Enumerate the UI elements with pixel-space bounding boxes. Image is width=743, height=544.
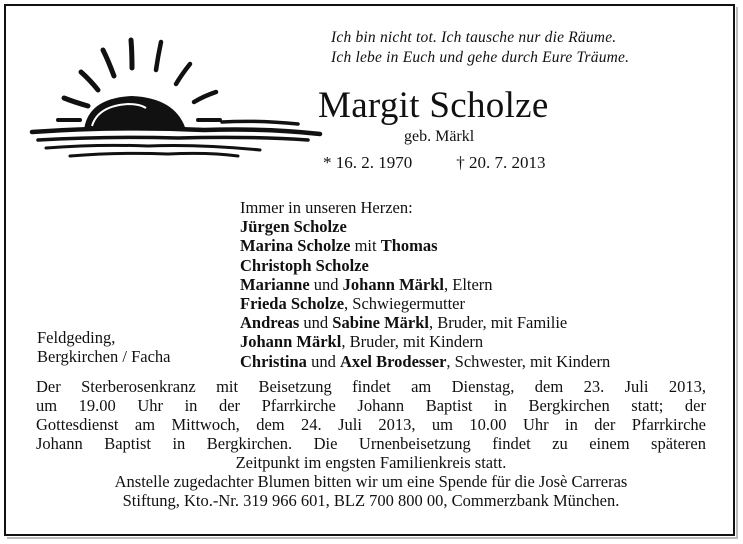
mourner-name: Sabine Märkl xyxy=(332,313,430,333)
place-line-1: Feldgeding, xyxy=(37,328,116,347)
mourner-line xyxy=(240,313,610,332)
mourner-name: Thomas xyxy=(380,236,438,256)
mourner-name: Frieda Scholze xyxy=(240,294,345,314)
mourner-line xyxy=(240,275,610,294)
donation-note xyxy=(36,472,706,510)
mourner-relation: und xyxy=(309,274,343,294)
mourner-line xyxy=(240,294,610,313)
mourner-name: Andreas xyxy=(240,313,300,333)
mourner-name: Johann Märkl xyxy=(240,332,342,352)
mourner-relation: , Schwiegermutter xyxy=(344,294,465,314)
birth-date: * 16. 2. 1970 xyxy=(323,153,413,172)
mourner-relation: , Bruder, mit Kindern xyxy=(341,332,484,352)
poem xyxy=(331,28,711,68)
deceased-name: Margit Scholze xyxy=(318,85,549,126)
mourner-line xyxy=(240,256,610,275)
mourner-name: Johann Märkl xyxy=(342,274,444,294)
maiden-name: geb. Märkl xyxy=(404,128,475,145)
poem-line-1: Ich bin nicht tot. Ich tausche nur die Räume. xyxy=(331,29,617,46)
footer-line-2: Stiftung, Kto.-Nr. 319 966 601, BLZ 700 800 00, Commerzbank München. xyxy=(122,491,620,510)
footer-line-1: Anstelle zugedachter Blumen bitten wir um eine Spende für die Josè Carreras xyxy=(114,472,628,491)
notice-line-4: Johann Baptist in Bergkirchen. Die Urnenbeisetzung findet zu einem späteren xyxy=(36,434,706,453)
place-line-2: Bergkirchen / Facha xyxy=(37,347,171,367)
mourner-relation: mit xyxy=(350,236,381,256)
poem-line-2: Ich lebe in Euch und gehe durch Eure Träume. xyxy=(331,49,630,66)
sunset-icon xyxy=(28,32,328,162)
mourner-name: Axel Brodesser xyxy=(339,351,447,371)
mourner-line xyxy=(240,236,610,255)
mourner-name: Jürgen Scholze xyxy=(240,217,347,237)
mourner-line xyxy=(240,352,610,371)
mourner-relation: und xyxy=(299,313,333,333)
mourner-relation: , Eltern xyxy=(443,274,493,294)
mourner-name: Marina Scholze xyxy=(240,236,351,256)
notice-line-1: Der Sterberosenkranz mit Beisetzung findet am Dienstag, dem 23. Juli 2013, xyxy=(36,377,706,396)
mourner-name: Christina xyxy=(240,351,307,371)
mourners-intro: Immer in unseren Herzen: xyxy=(240,198,413,217)
notice-line-2: um 19.00 Uhr in der Pfarrkirche Johann Baptist in Bergkirchen statt; der xyxy=(36,396,706,415)
mourner-line xyxy=(240,332,610,351)
mourner-name: Marianne xyxy=(240,274,310,294)
place xyxy=(37,328,170,366)
mourner-relation: und xyxy=(306,351,340,371)
service-notice xyxy=(36,377,706,472)
mourner-relation: , Schwester, mit Kindern xyxy=(446,351,611,371)
death-date: † 20. 7. 2013 xyxy=(456,153,546,172)
mourners-list xyxy=(240,198,610,371)
life-dates xyxy=(323,153,546,173)
mourner-line xyxy=(240,217,610,236)
mourner-relation: , Bruder, mit Familie xyxy=(429,313,568,333)
notice-line-3: Gottesdienst am Mittwoch, dem 24. Juli 2013, um 10.00 Uhr in der Pfarrkirche xyxy=(36,415,706,434)
mourner-name: Christoph Scholze xyxy=(240,255,369,275)
notice-line-5: Zeitpunkt im engsten Familienkreis statt. xyxy=(235,453,507,472)
